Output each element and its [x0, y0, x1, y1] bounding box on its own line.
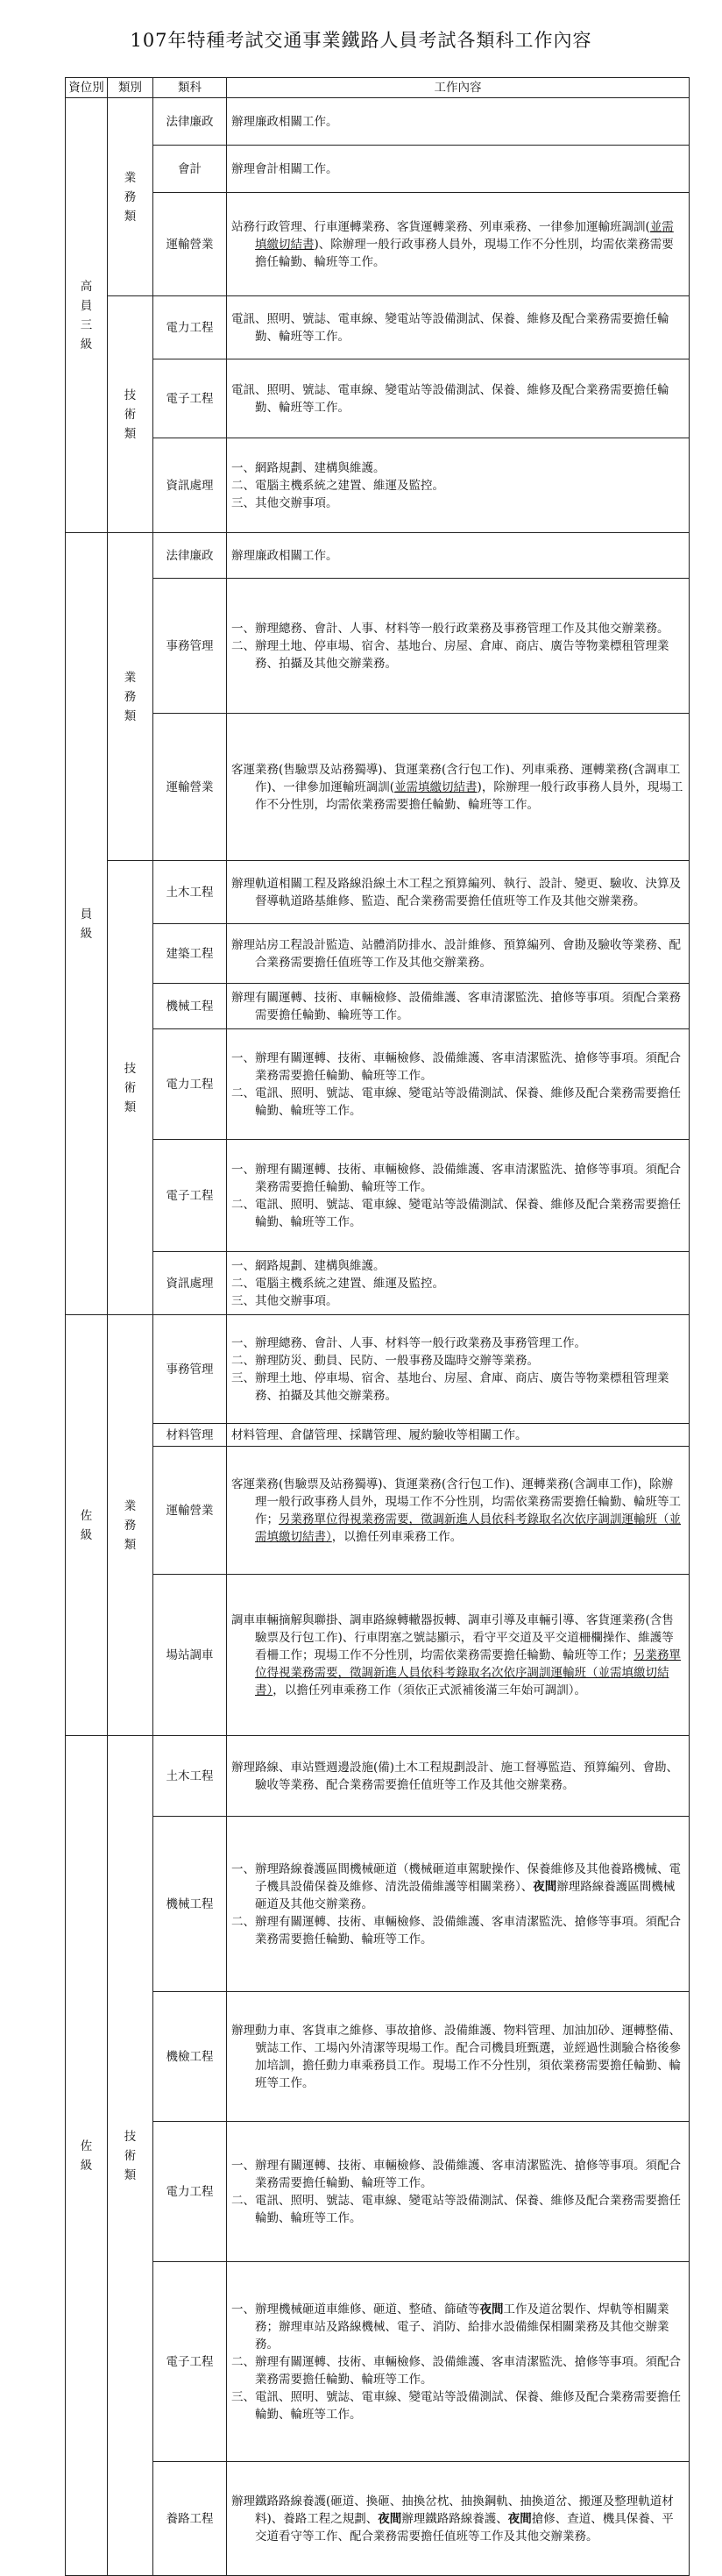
description-text: )、除辦理一般行政事務人員外，現場工作不分性別，均需依業務需要擔任輪勤、輪班等工作。 [255, 237, 674, 269]
underlined-note: 並需填繳切結書 [394, 779, 478, 794]
description-text: 辦理廉政相關工作。 [231, 114, 338, 129]
description-text: 搶修、查道、機具保養、平交道看守等工作、配合業務需要擔任值班等工作及其他交辦業務。 [255, 2511, 674, 2544]
description-text: 三、辦理土地、停車場、宿舍、基地台、房屋、倉庫、商店、廣告等物業標租管理業務、拍攝及其他交辦業務。 [231, 1370, 669, 1403]
table-row [66, 2122, 690, 2262]
description-line [231, 637, 684, 672]
description-cell [227, 438, 690, 533]
table-row [66, 861, 690, 924]
table-row [66, 193, 690, 296]
table-row [66, 1252, 690, 1315]
description-line [231, 936, 684, 971]
description-line [231, 459, 684, 477]
description-text: 辦理鐵路路線養護、 [401, 2511, 508, 2526]
table-row [66, 533, 690, 579]
description-cell [227, 2122, 690, 2262]
table-row [66, 146, 690, 193]
level-cell [66, 98, 108, 533]
description-line [231, 1085, 684, 1120]
description-cell [227, 1252, 690, 1315]
category-cell: 電子工程 [153, 2262, 227, 2462]
description-line [231, 875, 684, 910]
category-cell: 運輸營業 [153, 714, 227, 861]
description-cell [227, 984, 690, 1029]
description-text: 站務行政管理、行車運轉業務、客貨運轉業務、列車乘務、一律參加運輸班調訓( [231, 219, 650, 234]
description-text: 二、辦理有關運轉、技術、車輛檢修、設備維護、客車清潔監洗、搶修等事項。須配合業務需要擔任輪勤、輪班等工作。 [231, 1914, 681, 1946]
description-text: 二、電訊、照明、號誌、電車線、變電站等設備測試、保養、維修及配合業務需要擔任輪勤、輪班等工作。 [231, 2193, 681, 2225]
category-cell: 養路工程 [153, 2462, 227, 2576]
description-text: 辦理動力車、客貨車之維修、事故搶修、設備維護、物料管理、加油加砂、運轉整備、號誌工作、工場內外清潔等現場工作。配合司機員班甄選，並經過性測驗合格後參加培訓，擔任動力車乘務員工作。現場工作不分性別，須依業務需要擔任輪勤、輪班等工作。 [231, 2023, 681, 2090]
category-cell: 電子工程 [153, 1140, 227, 1252]
description-line [231, 495, 684, 512]
description-text: 三、電訊、照明、號誌、電車線、變電站等設備測試、保養、維修及配合業務需要擔任輪勤、輪班等工作。 [231, 2389, 681, 2422]
table-row [66, 359, 690, 438]
description-line [231, 1292, 684, 1310]
description-text: 工作及道岔製作、焊軌等相關業務；辦理車站及路線機械、電子、消防、給排水設備維保相關業務及其他交辦業務。 [255, 2302, 669, 2352]
description-line [231, 1050, 684, 1085]
description-cell [227, 2262, 690, 2462]
description-text: 一、辦理總務、會計、人事、材料等一般行政業務及事務管理工作。 [231, 1335, 586, 1350]
category-cell: 運輸營業 [153, 1447, 227, 1575]
description-text: 二、電訊、照明、號誌、電車線、變電站等設備測試、保養、維修及配合業務需要擔任輪勤、輪班等工作。 [231, 1085, 681, 1118]
description-cell [227, 924, 690, 984]
description-cell [227, 1029, 690, 1140]
emphasis-text: 夜間 [378, 2511, 402, 2526]
description-line [231, 477, 684, 495]
table-row [66, 1992, 690, 2122]
group-cell [108, 533, 153, 861]
description-cell [227, 1315, 690, 1424]
description-text: 三、其他交辦事項。 [231, 495, 338, 510]
category-cell: 運輸營業 [153, 193, 227, 296]
description-line [231, 113, 684, 131]
table-row [66, 98, 690, 146]
category-cell: 機械工程 [153, 984, 227, 1029]
description-text: 二、辦理有關運轉、技術、車輛檢修、設備維護、客車清潔監洗、搶修等事項。須配合業務需要擔任輪勤、輪班等工作。 [231, 2354, 681, 2387]
description-line [231, 1612, 684, 1699]
emphasis-text: 夜間 [533, 1879, 557, 1894]
emphasis-text: 夜間 [507, 2511, 532, 2526]
description-text: 辦理路線養護區間機械砸道及其他交辦業務。 [255, 1879, 676, 1911]
group-label: 業務類 [124, 1498, 137, 1552]
table-row [66, 714, 690, 861]
underlined-note: 另業務單位得視業務需要，徵調新進人員依科考錄取名次依序調訓運輸班（並需填繳切結書） [255, 1512, 681, 1544]
description-cell [227, 1140, 690, 1252]
group-label: 業務類 [124, 170, 137, 224]
header-group: 類別 [108, 78, 153, 98]
description-line [231, 2157, 684, 2192]
category-cell: 機械工程 [153, 1817, 227, 1992]
underlined-note: 並需填繳切結書 [255, 219, 674, 252]
description-line [231, 547, 684, 565]
description-text: 電訊、照明、號誌、電車線、變電站等設備測試、保養、維修及配合業務需要擔任輪勤、輪班等工作。 [231, 311, 669, 344]
category-cell: 土木工程 [153, 1736, 227, 1817]
category-cell: 事務管理 [153, 579, 227, 714]
description-line [231, 1370, 684, 1405]
description-line [231, 1913, 684, 1948]
description-line [231, 1257, 684, 1275]
description-text: 辦理站房工程設計監造、站體消防排水、設計維修、預算編列、會勘及驗收等業務、配合業務需要擔任值班等工作及其他交辦業務。 [231, 937, 681, 970]
table-row [66, 1029, 690, 1140]
description-text: 一、網路規劃、建構與維護。 [231, 460, 386, 475]
description-cell [227, 296, 690, 359]
work-content-table [65, 77, 690, 2576]
description-text: ，以擔任列車乘務工作。 [331, 1529, 463, 1544]
description-text: 二、辦理防災、動員、民防、一般事務及臨時交辦等業務。 [231, 1353, 539, 1368]
description-cell [227, 579, 690, 714]
description-line [231, 2301, 684, 2353]
group-label: 技術類 [124, 2129, 137, 2182]
category-cell: 土木工程 [153, 861, 227, 924]
table-row [66, 438, 690, 533]
description-line [231, 2388, 684, 2423]
group-label: 業務類 [124, 670, 137, 723]
description-text: 一、辦理有關運轉、技術、車輛檢修、設備維護、客車清潔監洗、搶修等事項。須配合業務需要擔任輪勤、輪班等工作。 [231, 2158, 681, 2190]
description-text: 二、電訊、照明、號誌、電車線、變電站等設備測試、保養、維修及配合業務需要擔任輪勤、輪班等工作。 [231, 1197, 681, 1229]
description-text: 客運業務(售驗票及站務獨導)、貨運業務(含行包工作)、列車乘務、運轉業務(含調車工作)、一律參加運輸班調訓( [231, 762, 681, 794]
description-line [231, 381, 684, 416]
description-line [231, 1476, 684, 1546]
table-row [66, 579, 690, 714]
description-text: 辦理有關運轉、技術、車輛檢修、設備維護、客車清潔監洗、搶修等事項。須配合業務需要擔任輪勤、輪班等工作。 [231, 990, 681, 1022]
table-row [66, 1447, 690, 1575]
description-text: 一、辦理總務、會計、人事、材料等一般行政業務及事務管理工作及其他交辦業務。 [231, 621, 669, 636]
level-label: 高員三級 [80, 279, 93, 352]
description-text: ，以擔任列車乘務工作（須依正式派補後滿三年始可調訓）。 [273, 1683, 586, 1697]
description-line [231, 2353, 684, 2388]
description-cell [227, 98, 690, 146]
table-row [66, 1424, 690, 1447]
table-row [66, 1140, 690, 1252]
category-cell: 建築工程 [153, 924, 227, 984]
description-text: 一、辦理有關運轉、技術、車輛檢修、設備維護、客車清潔監洗、搶修等事項。須配合業務需要擔任輪勤、輪班等工作。 [231, 1162, 681, 1194]
level-cell [66, 533, 108, 1315]
category-cell: 法律廉政 [153, 98, 227, 146]
category-cell: 會計 [153, 146, 227, 193]
description-text: )，除辦理一般行政事務人員外，現場工作不分性別，均需依業務需要擔任輪勤、輪班等工作。 [255, 779, 683, 812]
description-line [231, 989, 684, 1024]
group-cell [108, 1315, 153, 1736]
description-text: 電訊、照明、號誌、電車線、變電站等設備測試、保養、維修及配合業務需要擔任輪勤、輪班等工作。 [231, 382, 669, 415]
description-line [231, 1759, 684, 1794]
description-line [231, 1352, 684, 1370]
description-cell [227, 193, 690, 296]
description-text: 一、辦理路線養護區間機械砸道（機械砸道車駕駛操作、保養維修及其他養路機械、電子機具設備保養及維修、清洗設備維護等相關業務）、 [231, 1861, 681, 1894]
description-text: 調車車輛摘解與聯掛、調車路線轉轍器扳轉、調車引導及車輛引導、客貨運業務(含售驗票及行包工作)、行車閉塞之號誌顯示，看守平交道及平交道柵欄操作、維護等看柵工作；現場工作不分性別，均需依業務需要擔任輪勤、輪班等工作； [231, 1612, 674, 1662]
description-cell [227, 359, 690, 438]
level-cell [66, 1736, 108, 2576]
description-line [231, 1861, 684, 1913]
description-line [231, 620, 684, 637]
category-cell: 資訊處理 [153, 438, 227, 533]
description-text: 二、電腦主機系統之建置、維運及監控。 [231, 1276, 444, 1291]
description-line [231, 2022, 684, 2092]
group-cell [108, 861, 153, 1315]
description-line [231, 2493, 684, 2545]
description-text: 二、電腦主機系統之建置、維運及監控。 [231, 478, 444, 493]
description-cell [227, 1575, 690, 1736]
description-cell [227, 714, 690, 861]
group-cell [108, 98, 153, 296]
description-cell [227, 1736, 690, 1817]
description-cell [227, 533, 690, 579]
document-title: 107年特種考試交通事業鐵路人員考試各類科工作內容 [130, 30, 592, 51]
description-text: 三、其他交辦事項。 [231, 1293, 338, 1308]
level-cell [66, 1315, 108, 1736]
description-line [231, 160, 684, 178]
group-cell [108, 1736, 153, 2576]
description-cell [227, 146, 690, 193]
description-line [231, 1427, 684, 1444]
table-row [66, 924, 690, 984]
description-text: 辦理鐵路路線養護(砸道、換砸、抽換岔枕、抽換鋼軌、抽換道岔、搬運及整理軌道材料)、養路工程之規劃、 [231, 2494, 674, 2526]
description-cell [227, 1424, 690, 1447]
description-line [231, 1275, 684, 1292]
description-text: 辦理軌道相關工程及路線沿線土木工程之預算編列、執行、設計、變更、驗收、決算及督導軌道路基維修、監造、配合業務需要擔任值班等工作及其他交辦業務。 [231, 876, 681, 908]
category-cell: 電子工程 [153, 359, 227, 438]
table-row [66, 1736, 690, 1817]
header-description: 工作內容 [227, 78, 690, 98]
description-line [231, 761, 684, 814]
description-cell [227, 2462, 690, 2576]
description-text: 辦理廉政相關工作。 [231, 548, 338, 563]
category-cell: 法律廉政 [153, 533, 227, 579]
table-row [66, 1575, 690, 1736]
description-line [231, 1196, 684, 1231]
category-cell: 場站調車 [153, 1575, 227, 1736]
description-text: 一、網路規劃、建構與維護。 [231, 1258, 386, 1273]
description-text: 一、辦理機械砸道車維修、砸道、整碴、篩碴等 [231, 2302, 480, 2316]
category-cell: 電力工程 [153, 2122, 227, 2262]
level-label: 佐級 [80, 2138, 93, 2173]
table-row [66, 1817, 690, 1992]
description-line [231, 1161, 684, 1196]
group-cell [108, 296, 153, 533]
level-label: 員級 [80, 907, 93, 941]
table-header-row [66, 78, 690, 98]
table-row [66, 296, 690, 359]
description-cell [227, 1447, 690, 1575]
description-line [231, 2192, 684, 2227]
header-category: 類科 [153, 78, 227, 98]
group-label: 技術類 [124, 1061, 137, 1114]
description-text: 一、辦理有關運轉、技術、車輛檢修、設備維護、客車清潔監洗、搶修等事項。須配合業務需要擔任輪勤、輪班等工作。 [231, 1050, 681, 1083]
description-text: 材料管理、倉儲管理、採購管理、履約驗收等相關工作。 [231, 1427, 527, 1442]
description-text: 客運業務(售驗票及站務獨導)、貨運業務(含行包工作)、運轉業務(含調車工作)，除辦理一般行政事務人員外，現場工作不分性別，均需依業務需要擔任輪勤、輪班等工作； [231, 1477, 681, 1526]
description-cell [227, 1992, 690, 2122]
description-line [231, 218, 684, 271]
description-cell [227, 1817, 690, 1992]
category-cell: 資訊處理 [153, 1252, 227, 1315]
description-text: 辦理路線、車站暨週邊設施(備)土木工程規劃設計、施工督導監造、預算編列、會勘、驗收等業務、配合業務需要擔任值班等工作及其他交辦業務。 [231, 1760, 679, 1792]
underlined-note: 另業務單位得視業務需要，徵調新進人員依科考錄取名次依序調訓運輸班（並需填繳切結書） [255, 1647, 681, 1697]
category-cell: 材料管理 [153, 1424, 227, 1447]
level-label: 佐級 [80, 1508, 93, 1542]
description-line [231, 310, 684, 345]
table-row [66, 1315, 690, 1424]
description-cell [227, 861, 690, 924]
group-label: 技術類 [124, 388, 137, 441]
category-cell: 機檢工程 [153, 1992, 227, 2122]
emphasis-text: 夜間 [479, 2302, 504, 2316]
table-row [66, 2462, 690, 2576]
table-body [66, 98, 690, 2576]
table-row [66, 984, 690, 1029]
description-text: 辦理會計相關工作。 [231, 161, 338, 176]
category-cell: 電力工程 [153, 296, 227, 359]
description-line [231, 1334, 684, 1352]
table-row [66, 2262, 690, 2462]
header-level: 資位別 [66, 78, 108, 98]
description-text: 二、辦理土地、停車場、宿舍、基地台、房屋、倉庫、商店、廣告等物業標租管理業務、拍攝及其他交辦業務。 [231, 638, 669, 671]
category-cell: 事務管理 [153, 1315, 227, 1424]
category-cell: 電力工程 [153, 1029, 227, 1140]
